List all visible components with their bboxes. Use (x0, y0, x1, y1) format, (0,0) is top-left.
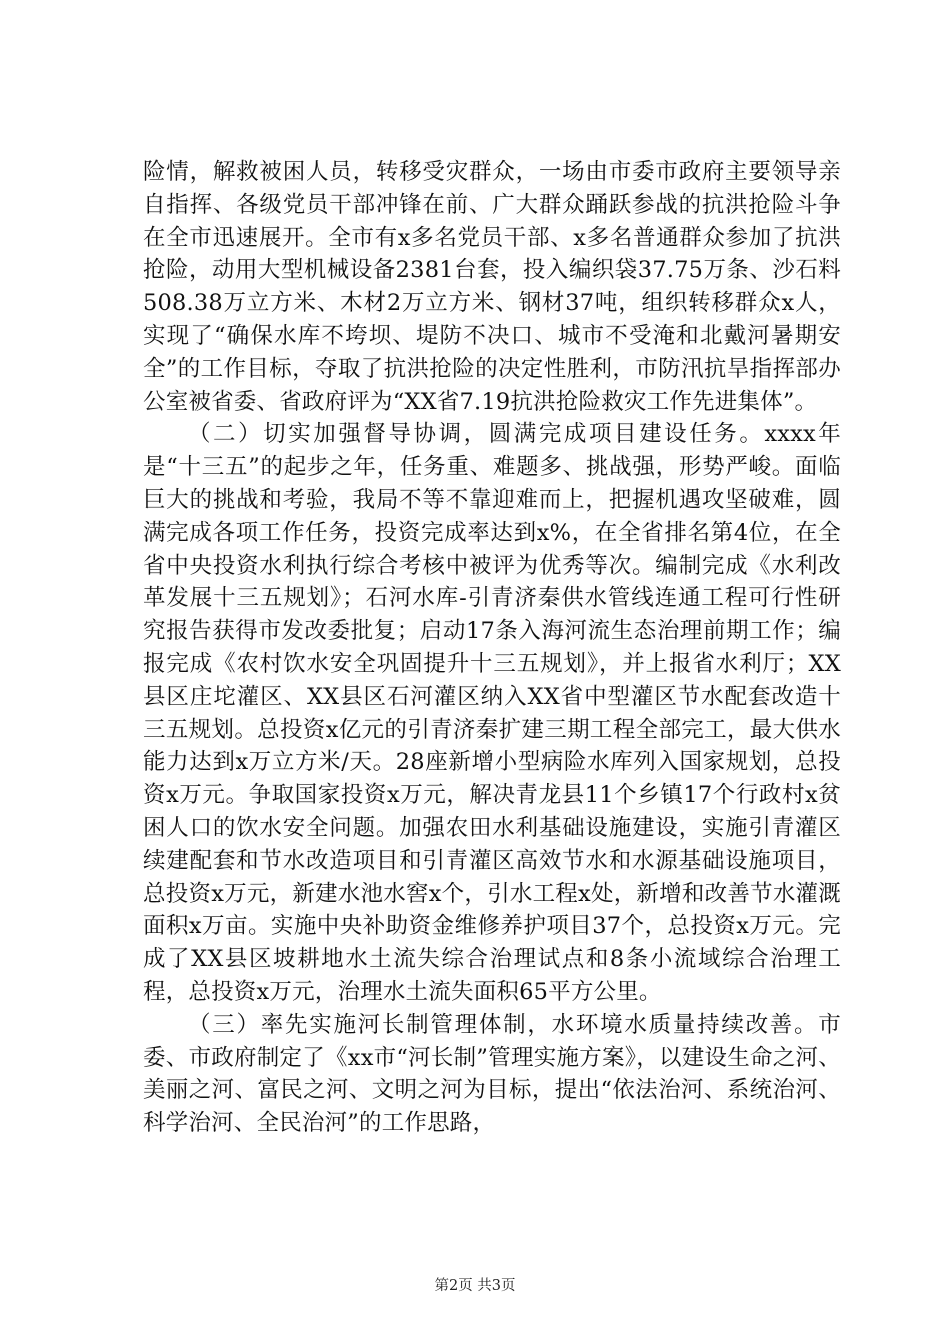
page-footer: 第2页 共3页 (434, 1278, 516, 1294)
paragraph-section-two: （二）切实加强督导协调，圆满完成项目建设任务。xxxx年是“十三五”的起步之年，任务重、难题多、挑战强，形势严峻。面临巨大的挑战和考验，我局不等不靠迎难而上，把握机遇攻坚破难，圆满完成各项工作任务，投资完成率达到x%，在全省排名第4位，在全省中央投资水利执行综合考核中被评为优秀等次。编制完成《水利改革发展十三五规划》；石河水库-引青济秦供水管线连通工程可行性研究报告获得市发改委批复；启动17条入海河流生态治理前期工作；编报完成《农村饮水安全巩固提升十三五规划》，并上报省水利厅；XX县区庄坨灌区、XX县区石河灌区纳入XX省中型灌区节水配套改造十三五规划。总投资x亿元的引青济秦扩建三期工程全部完工，最大供水能力达到x万立方米/天。28座新增小型病险水库列入国家规划，总投资x万元。争取国家投资x万元，解决青龙县11个乡镇17个行政村x贫困人口的饮水安全问题。加强农田水利基础设施建设，实施引青灌区续建配套和节水改造项目和引青灌区高效节水和水源基础设施项目，总投资x万元，新建水池水窖x个，引水工程x处，新增和改善节水灌溉面积x万亩。实施中央补助资金维修养护项目37个，总投资x万元。完成了XX县区坡耕地水土流失综合治理试点和8条小流域综合治理工程，总投资x万元，治理水土流失面积65平方公里。 (143, 421, 841, 1005)
paragraph-section-three: （三）率先实施河长制管理体制，水环境水质量持续改善。市委、市政府制定了《xx市“河长制”管理实施方案》，以建设生命之河、美丽之河、富民之河、文明之河为目标，提出“依法治河、系统治河、科学治河、全民治河”的工作思路， (143, 1011, 841, 1137)
document-body (143, 156, 841, 1140)
paragraph-continuation: 险情，解救被困人员，转移受灾群众，一场由市委市政府主要领导亲自指挥、各级党员干部冲锋在前、广大群众踊跃参战的抗洪抢险斗争在全市迅速展开。全市有x多名党员干部、x多名普通群众参加了抗洪抢险，动用大型机械设备2381台套，投入编织袋37.75万条、沙石料508.38万立方米、木材2万立方米、钢材37吨，组织转移群众x人，实现了“确保水库不垮坝、堤防不决口、城市不受淹和北戴河暑期安全”的工作目标，夺取了抗洪抢险的决定性胜利，市防汛抗旱指挥部办公室被省委、省政府评为“XX省7.19抗洪抢险救灾工作先进集体”。 (143, 159, 841, 415)
